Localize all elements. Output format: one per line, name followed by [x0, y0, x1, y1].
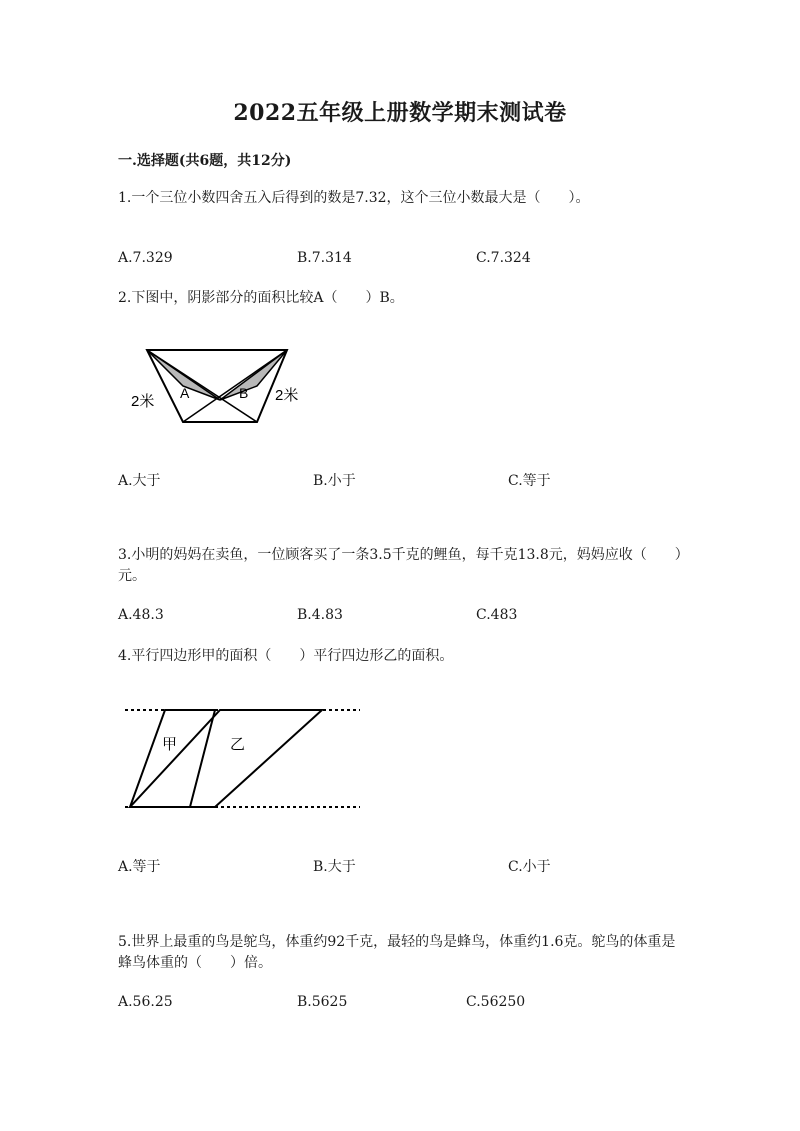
question-4-figure	[120, 700, 365, 815]
right-measure: 2米	[275, 387, 299, 404]
question-4-option-a[interactable]: A.等于	[118, 859, 161, 875]
page-title: 2022五年级上册数学期末测试卷	[233, 100, 567, 126]
left-measure: 2米	[131, 393, 155, 410]
question-3-option-a[interactable]: A.48.3	[118, 607, 164, 623]
question-3-option-b[interactable]: B.4.83	[297, 607, 343, 623]
trapezoid-outline	[147, 350, 287, 422]
question-1-option-c[interactable]: C.7.324	[476, 250, 531, 266]
question-1-option-a[interactable]: A.7.329	[118, 250, 173, 266]
section-heading: 一.选择题(共6题，共12分)	[118, 153, 292, 169]
question-3-option-c[interactable]: C.483	[476, 607, 518, 623]
question-4-text: 4.平行四边形甲的面积（ ）平行四边形乙的面积。	[118, 648, 454, 664]
question-2-option-b[interactable]: B.小于	[313, 473, 356, 489]
question-2-text: 2.下图中，阴影部分的面积比较A（ ）B。	[118, 290, 404, 306]
label-yi: 乙	[230, 736, 246, 753]
question-2-option-a[interactable]: A.大于	[118, 473, 161, 489]
question-2-figure	[125, 340, 315, 430]
question-2-option-c[interactable]: C.等于	[508, 473, 551, 489]
question-4-option-c[interactable]: C.小于	[508, 859, 551, 875]
label-b: B	[239, 385, 249, 401]
question-5-option-b[interactable]: B.5625	[297, 994, 348, 1010]
label-a: A	[180, 385, 190, 401]
label-jia: 甲	[162, 736, 178, 753]
question-5-option-a[interactable]: A.56.25	[118, 994, 173, 1010]
question-5-text: 5.世界上最重的鸟是鸵鸟，体重约92千克，最轻的鸟是蜂鸟，体重约1.6克。鸵鸟的体重是蜂鸟体重的（ ）倍。	[118, 934, 676, 971]
question-1-option-b[interactable]: B.7.314	[297, 250, 352, 266]
question-4-option-b[interactable]: B.大于	[313, 859, 356, 875]
question-5-option-c[interactable]: C.56250	[466, 994, 526, 1010]
question-3-text: 3.小明的妈妈在卖鱼，一位顾客买了一条3.5千克的鲤鱼，每千克13.8元，妈妈应收（ ）元。	[118, 547, 682, 584]
question-1-text: 1.一个三位小数四舍五入后得到的数是7.32，这个三位小数最大是（ ）。	[118, 190, 590, 206]
